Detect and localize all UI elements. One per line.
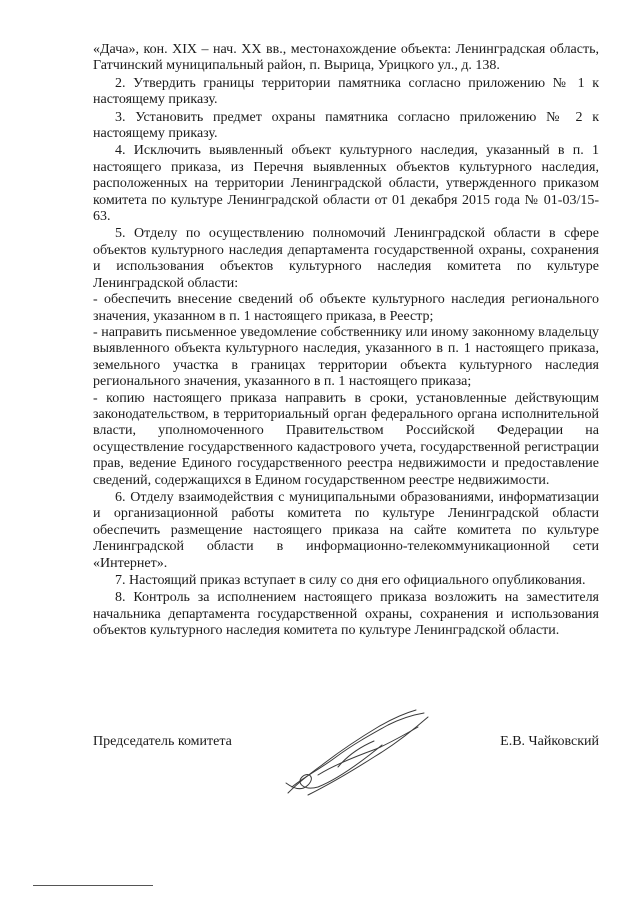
paragraph-object-location: «Дача», кон. XIX – нач. XX вв., местонахождение объекта: Ленинградская область, Гатчинский муниципальный район, п. Вырица, Урицкого ул., д. 138. (93, 42, 599, 74)
bullet-register: - обеспечить внесение сведений об объекте культурного наследия регионального значения, указанном в п. 1 настоящего приказа, в Реестр; (93, 292, 599, 324)
signatory-title: Председатель комитета (93, 734, 232, 749)
paragraph-item-8: 8. Контроль за исполнением настоящего приказа возложить на заместителя начальника департамента государственной охраны, сохранения и использования объектов культурного наследия комитета по культуре Ленинградской области. (93, 590, 599, 639)
bullet-notify-owner: - направить письменное уведомление собственнику или иному законному владельцу выявленного объекта культурного наследия, указанного в п. 1 настоящего приказа, земельного участка в границах территории объекта культурного наследия регионального значения, указанного в п. 1 настоящего приказа; (93, 324, 599, 390)
paragraph-item-4: 4. Исключить выявленный объект культурного наследия, указанный в п. 1 настоящего приказа, из Перечня выявленных объектов культурного наследия, расположенных на территории Ленинградской области, утвержденного приказом комитета по культуре Ленинградской области от 01 декабря 2015 года № 01-03/15-63. (93, 143, 599, 225)
paragraph-item-7: 7. Настоящий приказ вступает в силу со дня его официального опубликования. (115, 573, 586, 588)
paragraph-item-5: 5. Отделу по осуществлению полномочий Ленинградской области в сфере объектов культурного наследия департамента государственной охраны, сохранения и использования объектов культурного наследия комитета по культуре Ленинградской области: (93, 226, 599, 291)
paragraph-item-2: 2. Утвердить границы территории памятника согласно приложению № 1 к настоящему приказу. (93, 75, 599, 108)
signature-block (93, 734, 599, 754)
signatory-name: Е.В. Чайковский (500, 734, 599, 749)
bullet-send-copy: - копию настоящего приказа направить в сроки, установленные действующим законодательством, в территориальный орган федерального органа исполнительной власти, уполномоченного Правительством Российской Федерации на осуществление государственного кадастрового учета, государственной регистрации прав, ведение Единого государственного реестра недвижимости и предоставление сведений, содержащихся в Едином государственном реестре недвижимости. (93, 390, 599, 488)
paragraph-item-3: 3. Установить предмет охраны памятника согласно приложению № 2 к настоящему приказу. (93, 109, 599, 142)
footer-divider (33, 885, 153, 886)
paragraph-item-6: 6. Отделу взаимодействия с муниципальными образованиями, информатизации и организационной работы комитета по культуре Ленинградской области обеспечить размещение настоящего приказа на сайте комитета по культуре Ленинградской области в информационно-телекоммуникационной сети «Интернет». (93, 489, 599, 571)
document-body (93, 42, 599, 640)
